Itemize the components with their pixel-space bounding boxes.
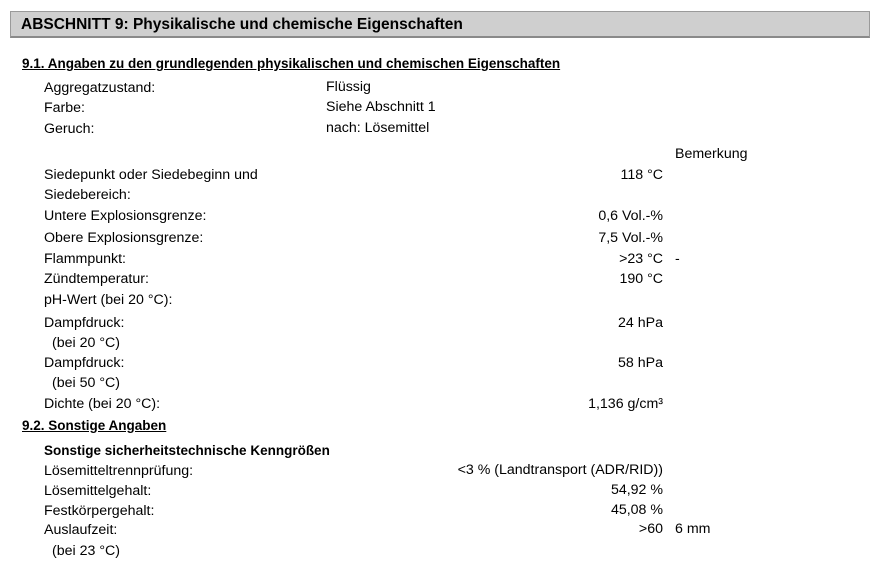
- dampfdruck-20-condition: (bei 20 °C): [52, 335, 120, 351]
- dichte-label: Dichte (bei 20 °C):: [44, 396, 161, 412]
- flammpunkt-value: >23 °C: [619, 251, 663, 267]
- festkoerpergehalt-label: Festkörpergehalt:: [44, 503, 155, 519]
- flammpunkt-label: Flammpunkt:: [44, 251, 126, 267]
- sicherheitstechnische-kenngroessen-heading: Sonstige sicherheitstechnische Kenngrößen: [44, 443, 330, 458]
- section-title: ABSCHNITT 9: Physikalische und chemische Eigenschaften: [21, 16, 463, 33]
- subsection-title-9-2: 9.2. Sonstige Angaben: [22, 418, 167, 433]
- dampfdruck-50-condition: (bei 50 °C): [52, 375, 120, 391]
- untere-explosionsgrenze-value: 0,6 Vol.-%: [598, 208, 663, 224]
- ph-wert-label: pH-Wert (bei 20 °C):: [44, 292, 173, 308]
- auslaufzeit-condition: (bei 23 °C): [52, 543, 120, 559]
- section-header: [10, 11, 870, 38]
- loesemittelgehalt-label: Lösemittelgehalt:: [44, 483, 152, 499]
- zuendtemperatur-value: 190 °C: [619, 271, 663, 287]
- loesemitteltrennpruefung-value: <3 % (Landtransport (ADR/RID)): [457, 462, 663, 478]
- farbe-value: Siehe Abschnitt 1: [326, 99, 436, 115]
- siedepunkt-value: 118 °C: [620, 167, 663, 183]
- loesemittelgehalt-value: 54,92 %: [610, 482, 663, 498]
- siedepunkt-label: Siedepunkt oder Siedebeginn und: [44, 167, 258, 183]
- geruch-label: Geruch:: [44, 121, 95, 137]
- zuendtemperatur-label: Zündtemperatur:: [44, 271, 149, 287]
- loesemitteltrennpruefung-label: Lösemitteltrennprüfung:: [44, 463, 194, 479]
- dichte-value: 1,136 g/cm³: [588, 396, 663, 412]
- auslaufzeit-remark: 6 mm: [675, 521, 711, 537]
- aggregatzustand-label: Aggregatzustand:: [44, 80, 156, 96]
- untere-explosionsgrenze-label: Untere Explosionsgrenze:: [44, 208, 207, 224]
- farbe-label: Farbe:: [44, 100, 86, 116]
- obere-explosionsgrenze-value: 7,5 Vol.-%: [598, 230, 663, 246]
- dampfdruck-50-label: Dampfdruck:: [44, 355, 125, 371]
- auslaufzeit-value: >60: [638, 521, 663, 537]
- dampfdruck-50-value: 58 hPa: [618, 355, 663, 371]
- geruch-value: nach: Lösemittel: [326, 120, 430, 136]
- dampfdruck-20-label: Dampfdruck:: [44, 315, 125, 331]
- subsection-title-9-1: 9.1. Angaben zu den grundlegenden physikalischen und chemischen Eigenschaften: [22, 56, 561, 71]
- flammpunkt-remark: -: [675, 251, 680, 267]
- dampfdruck-20-value: 24 hPa: [618, 315, 663, 331]
- obere-explosionsgrenze-label: Obere Explosionsgrenze:: [44, 230, 204, 246]
- auslaufzeit-label: Auslaufzeit:: [44, 522, 118, 538]
- siedepunkt-label-cont: Siedebereich:: [44, 187, 131, 203]
- remark-column-header: Bemerkung: [675, 146, 748, 162]
- festkoerpergehalt-value: 45,08 %: [610, 502, 663, 518]
- aggregatzustand-value: Flüssig: [326, 79, 371, 95]
